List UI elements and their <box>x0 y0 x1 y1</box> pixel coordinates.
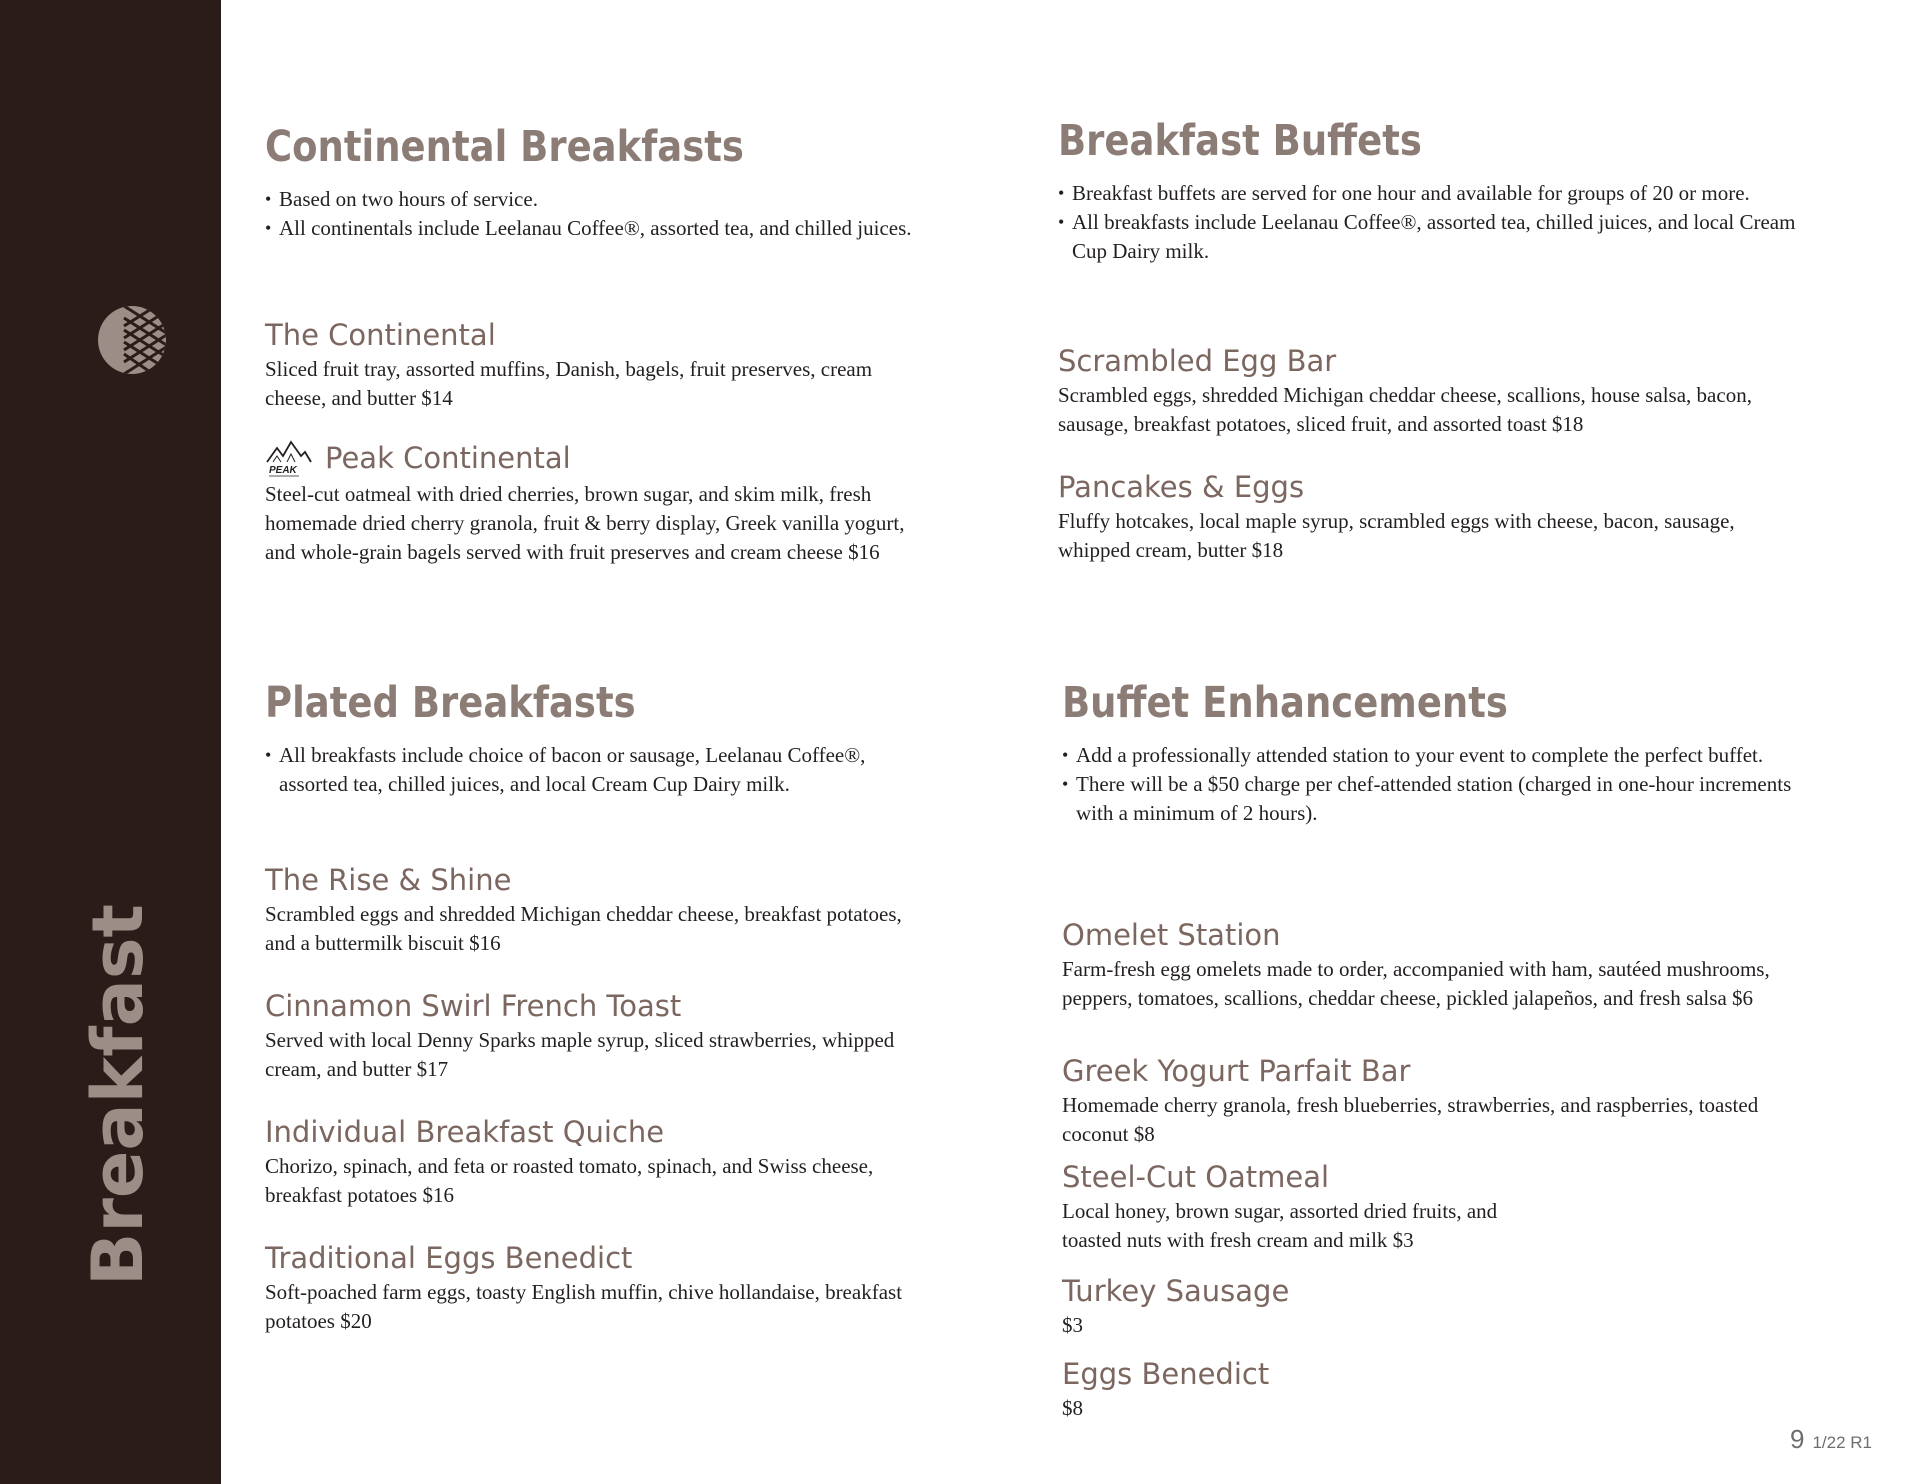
plated-section <box>265 680 905 799</box>
page-number: 9 <box>1789 1424 1805 1454</box>
item-name: Steel-Cut Oatmeal <box>1062 1160 1330 1194</box>
menu-item-omelet-station <box>1062 918 1822 1013</box>
continental-section <box>265 124 985 243</box>
plated-title: Plated Breakfasts <box>265 678 636 728</box>
item-name: The Rise & Shine <box>265 863 512 897</box>
item-description: Homemade cherry granola, fresh blueberries, strawberries, and raspberries, toasted coconut $8 <box>1062 1092 1759 1146</box>
item-name: Individual Breakfast Quiche <box>265 1115 665 1149</box>
item-name: Cinnamon Swirl French Toast <box>265 989 682 1023</box>
page-footer <box>1790 1424 1872 1455</box>
item-description: Sliced fruit tray, assorted muffins, Danish, bagels, fruit preserves, cream cheese, and butter $14 <box>265 356 873 410</box>
item-name: The Continental <box>265 318 496 352</box>
svg-text:PEAK: PEAK <box>269 465 297 476</box>
note-item: • Based on two hours of service. <box>265 185 985 214</box>
item-description: Scrambled eggs, shredded Michigan cheddar cheese, scallions, house salsa, bacon, sausage, breakfast potatoes, sliced fruit, and assorted toast $18 <box>1058 382 1752 436</box>
menu-item-traditional-eggs-benedict <box>265 1241 905 1336</box>
item-description: Soft-poached farm eggs, toasty English muffin, chive hollandaise, breakfast potatoes $20 <box>265 1279 903 1333</box>
item-name: Scrambled Egg Bar <box>1058 344 1337 378</box>
revision-label: 1/22 R1 <box>1812 1433 1872 1452</box>
item-name: Traditional Eggs Benedict <box>265 1241 633 1275</box>
menu-item-turkey-sausage <box>1062 1274 1522 1340</box>
buffets-title: Breakfast Buffets <box>1058 116 1422 166</box>
item-description: Local honey, brown sugar, assorted dried fruits, and toasted nuts with fresh cream and milk $3 <box>1062 1198 1498 1252</box>
item-name: Turkey Sausage <box>1062 1274 1290 1308</box>
plated-notes <box>265 741 905 799</box>
item-description: Chorizo, spinach, and feta or roasted tomato, spinach, and Swiss cheese, breakfast potatoes $16 <box>265 1153 874 1207</box>
menu-item-peak-continental <box>265 438 905 567</box>
menu-item-breakfast-quiche <box>265 1115 905 1210</box>
menu-item-steel-cut-oatmeal <box>1062 1160 1522 1255</box>
item-name-row <box>265 438 905 478</box>
item-description: Scrambled eggs and shredded Michigan cheddar cheese, breakfast potatoes, and a buttermilk biscuit $16 <box>265 901 902 955</box>
menu-item-cinnamon-swirl-french-toast <box>265 989 905 1084</box>
item-description: Steel-cut oatmeal with dried cherries, brown sugar, and skim milk, fresh homemade dried cherry granola, fruit & berry display, Greek vanilla yogurt, and whole-grain bagels served with fruit preserves and cream cheese $16 <box>265 482 905 564</box>
continental-notes <box>265 185 985 243</box>
item-name: Eggs Benedict <box>1062 1357 1270 1391</box>
item-name: Pancakes & Eggs <box>1058 470 1305 504</box>
enhancements-section <box>1062 680 1802 828</box>
enhancements-notes <box>1062 741 1802 828</box>
note-item: • Breakfast buffets are served for one hour and available for groups of 20 or more. <box>1058 179 1798 208</box>
menu-item-greek-yogurt-parfait-bar <box>1062 1054 1822 1149</box>
item-name: Peak Continental <box>325 440 571 475</box>
buffets-notes <box>1058 179 1798 266</box>
enhancements-title: Buffet Enhancements <box>1062 678 1508 728</box>
pinecone-logo-icon <box>96 304 168 376</box>
sidebar <box>0 0 221 1484</box>
menu-item-eggs-benedict <box>1062 1357 1522 1423</box>
item-description: Farm-fresh egg omelets made to order, accompanied with ham, sautéed mushrooms, peppers, tomatoes, scallions, cheddar cheese, pickled jalapeños, and fresh salsa $6 <box>1062 956 1770 1010</box>
note-item: • All breakfasts include choice of bacon or sausage, Leelanau Coffee®, assorted tea, chilled juices, and local Cream Cup Dairy milk. <box>265 741 905 799</box>
note-item: • There will be a $50 charge per chef-attended station (charged in one-hour increments with a minimum of 2 hours). <box>1062 770 1802 828</box>
sidebar-title: Breakfast <box>77 904 159 1286</box>
note-item: • All continentals include Leelanau Coffee®, assorted tea, and chilled juices. <box>265 214 985 243</box>
item-name: Greek Yogurt Parfait Bar <box>1062 1054 1411 1088</box>
menu-item-the-continental <box>265 318 905 413</box>
buffets-section <box>1058 118 1798 266</box>
mountain-peak-icon <box>265 438 313 478</box>
continental-title: Continental Breakfasts <box>265 122 744 172</box>
note-item: • All breakfasts include Leelanau Coffee®, assorted tea, chilled juices, and local Cream Cup Dairy milk. <box>1058 208 1798 266</box>
note-item: • Add a professionally attended station to your event to complete the perfect buffet. <box>1062 741 1802 770</box>
item-description: Fluffy hotcakes, local maple syrup, scrambled eggs with cheese, bacon, sausage, whipped cream, butter $18 <box>1058 508 1735 562</box>
menu-item-pancakes-eggs <box>1058 470 1798 565</box>
menu-item-scrambled-egg-bar <box>1058 344 1798 439</box>
item-name: Omelet Station <box>1062 918 1281 952</box>
menu-item-rise-and-shine <box>265 863 905 958</box>
item-description: $3 <box>1062 1312 1083 1337</box>
item-description: Served with local Denny Sparks maple syrup, sliced strawberries, whipped cream, and butter $17 <box>265 1027 895 1081</box>
item-description: $8 <box>1062 1395 1083 1420</box>
